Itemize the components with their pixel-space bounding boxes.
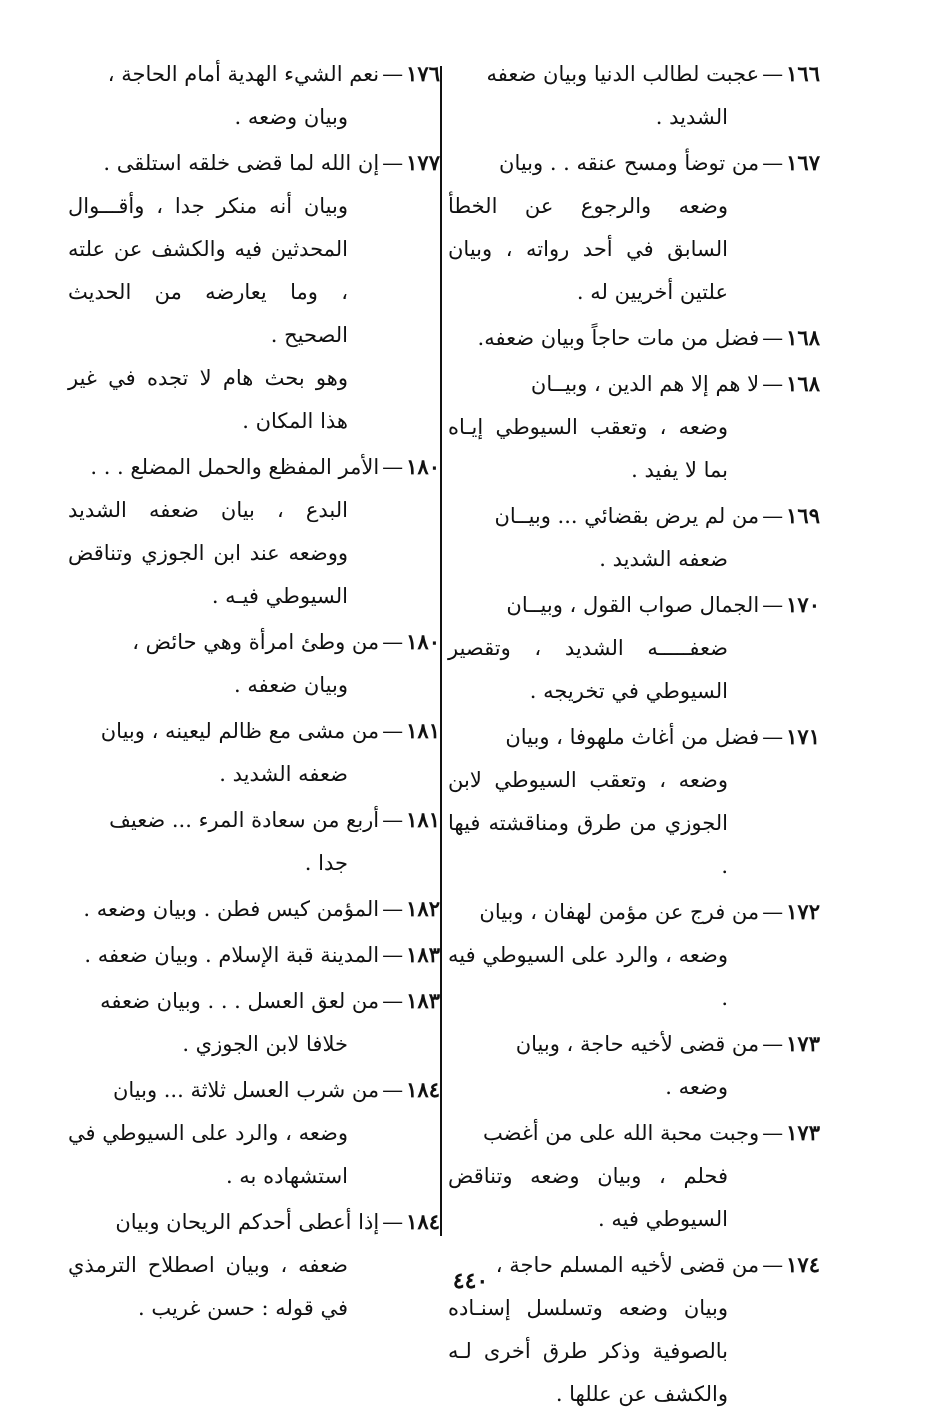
entry-title: من شرب العسل ثلاثة ... وبيان bbox=[112, 1078, 380, 1102]
entry-description: وبيان أنه منكر جدا ، وأقـــوال المحدثين فيه والكشف عن علته ، وما يعارضه من الحديث الصحيح . bbox=[68, 194, 348, 347]
entry-title: إذا أعطى أحدكم الريحان وبيان bbox=[115, 1210, 380, 1234]
index-entry: ١٧١—فضل من أغاث ملهوفا ، وبيان وضعه ، وتعقب السيوطي لابن الجوزي من طرق ومناقشته فيها . bbox=[448, 715, 820, 888]
entry-description: فحلم ، وبيان وضعه وتناقض السيوطي فيه . bbox=[448, 1164, 728, 1231]
entry-description: خلافا لابن الجوزي . bbox=[182, 1032, 348, 1056]
index-entry: ١٧٢—من فرج عن مؤمن لهفان ، وبيان وضعه ، والرد على السيوطي فيه . bbox=[448, 890, 820, 1020]
column-divider bbox=[440, 66, 442, 1236]
entry-title: من وطئ امرأة وهي حائض ، bbox=[132, 630, 380, 654]
entry-number: ١٨١ bbox=[406, 718, 440, 743]
entry-number: ١٦٦ bbox=[786, 61, 820, 86]
entry-title: فضل من مات حاجاً وبيان ضعفه. bbox=[477, 326, 760, 350]
entry-number: ١٧٧ bbox=[406, 150, 440, 175]
index-entry: ١٨٤—إذا أعطى أحدكم الريحان وبيان ضعفه ، وبيان اصطلاح الترمذي في قوله : حسن غريب . bbox=[68, 1200, 440, 1330]
index-entry: ١٨٣—من لعق العسل . . . وبيان ضعفه خلافا لابن الجوزي . bbox=[68, 979, 440, 1066]
entry-description: البدع ، بيان ضعفه الشديد ووضعه عند ابن الجوزي وتناقض السيوطي فيـه . bbox=[68, 498, 348, 608]
entry-title: وجبت محبة الله على من أغضب bbox=[482, 1121, 760, 1145]
index-entry: ١٧٣—من قضى لأخيه حاجة ، وبيان وضعه . bbox=[448, 1022, 820, 1109]
entry-number: ١٧١ bbox=[786, 724, 820, 749]
entry-title: الجمال صواب القول ، وبيــان bbox=[506, 593, 760, 617]
entry-title: الأمر المفظع والحمل المضلع . . . bbox=[90, 455, 380, 479]
index-entry: ١٨٠—من وطئ امرأة وهي حائض ، وبيان ضعفه . bbox=[68, 620, 440, 707]
index-entry: ١٨١—من مشى مع ظالم ليعينه ، وبيان ضعفه الشديد . bbox=[68, 709, 440, 796]
index-entry: ١٧٧—إن الله لما قضى خلقه استلقى . وبيان أنه منكر جدا ، وأقـــوال المحدثين فيه والكشف عن علته ، وما يعارضه من الحديث الصحيح . وهو بحث هام لا تجده في غير هذا المكان . bbox=[68, 141, 440, 443]
entry-description: وضعه ، والرد على السيوطي فيه . bbox=[448, 943, 728, 1010]
entry-number: ١٧٣ bbox=[786, 1031, 820, 1056]
index-column-left bbox=[68, 52, 440, 1332]
index-entry: ١٦٦—عجبت لطالب الدنيا وبيان ضعفه الشديد . bbox=[448, 52, 820, 139]
entry-number: ١٨٣ bbox=[406, 942, 440, 967]
entry-description: وضعه . bbox=[665, 1075, 728, 1099]
entry-title: من قضى لأخيه المسلم حاجة ، bbox=[495, 1253, 760, 1277]
entry-description: ضعفه الشديد . bbox=[219, 762, 348, 786]
entry-number: ١٧٤ bbox=[786, 1252, 820, 1277]
index-entry: ١٧٦—نعم الشيء الهدية أمام الحاجة ، وبيان وضعه . bbox=[68, 52, 440, 139]
entry-title: المدينة قبة الإسلام . وبيان ضعفه . bbox=[84, 943, 380, 967]
index-entry: ١٨٣—المدينة قبة الإسلام . وبيان ضعفه . bbox=[84, 942, 440, 967]
entry-title: نعم الشيء الهدية أمام الحاجة ، bbox=[107, 62, 380, 86]
entry-number: ١٨١ bbox=[406, 807, 440, 832]
entry-description: وبيان وضعه وتسلسل إسنـاده بالصوفية وذكر طرق أخرى لـه والكشف عن عللها . bbox=[448, 1296, 728, 1406]
entry-title: من فرج عن مؤمن لهفان ، وبيان bbox=[479, 900, 760, 924]
index-entry: ١٧٠—الجمال صواب القول ، وبيــان ضعفـــــه الشديد ، وتقصير السيوطي في تخريجه . bbox=[448, 583, 820, 713]
entry-description: وضعه ، وتعقب السيوطي إيـاه بما لا يفيد . bbox=[448, 415, 728, 482]
index-column-right bbox=[448, 52, 820, 1418]
entry-note: وهو بحث هام لا تجده في غير هذا المكان . bbox=[68, 366, 348, 433]
index-entry: ١٦٧—من توضأ ومسح عنقه . . وبيان وضعه والرجوع عن الخطأ السابق في أحد رواته ، وبيان علتين أخريين له . bbox=[448, 141, 820, 314]
entry-number: ١٦٨ bbox=[786, 325, 820, 350]
entry-number: ١٦٩ bbox=[786, 503, 820, 528]
entry-title: عجبت لطالب الدنيا وبيان ضعفه bbox=[486, 62, 760, 86]
entry-description: جدا . bbox=[304, 851, 348, 875]
entry-title: من لم يرض بقضائي ... وبيــان bbox=[494, 504, 760, 528]
index-entry: ١٨٢—المؤمن كيس فطن . وبيان وضعه . bbox=[83, 896, 440, 921]
entry-description: وضعه ، والرد على السيوطي في استشهاده به . bbox=[68, 1121, 348, 1188]
entry-description: ضعفه ، وبيان اصطلاح الترمذي في قوله : حسن غريب . bbox=[68, 1253, 348, 1320]
entry-description: وبيان وضعه . bbox=[234, 105, 348, 129]
entry-title: إن الله لما قضى خلقه استلقى . bbox=[103, 151, 380, 175]
entry-number: ١٧٠ bbox=[786, 592, 820, 617]
entry-title: من لعق العسل . . . وبيان ضعفه bbox=[100, 989, 380, 1013]
entry-number: ١٨٣ bbox=[406, 988, 440, 1013]
entry-number: ١٦٧ bbox=[786, 150, 820, 175]
index-entry: ١٦٨—فضل من مات حاجاً وبيان ضعفه. bbox=[477, 325, 820, 350]
entry-number: ١٨٢ bbox=[406, 896, 440, 921]
index-entry: ١٧٣—وجبت محبة الله على من أغضب فحلم ، وبيان وضعه وتناقض السيوطي فيه . bbox=[448, 1111, 820, 1241]
entry-description: وضعه والرجوع عن الخطأ السابق في أحد رواته ، وبيان علتين أخريين له . bbox=[448, 194, 728, 304]
index-entry: ١٦٨—لا هم إلا هم الدين ، وبيــان وضعه ، وتعقب السيوطي إيـاه بما لا يفيد . bbox=[448, 362, 820, 492]
entry-description: ضعفه الشديد . bbox=[599, 547, 728, 571]
index-entry: ١٧٤—من قضى لأخيه المسلم حاجة ، وبيان وضعه وتسلسل إسنـاده بالصوفية وذكر طرق أخرى لـه والكشف عن عللها . bbox=[448, 1243, 820, 1416]
entry-number: ١٨٤ bbox=[406, 1209, 440, 1234]
entry-title: من مشى مع ظالم ليعينه ، وبيان bbox=[100, 719, 380, 743]
entry-number: ١٧٣ bbox=[786, 1120, 820, 1145]
entry-description: وضعه ، وتعقب السيوطي لابن الجوزي من طرق ومناقشته فيها . bbox=[448, 768, 728, 878]
entry-title: من قضى لأخيه حاجة ، وبيان bbox=[515, 1032, 760, 1056]
entry-number: ١٨٠ bbox=[406, 629, 440, 654]
entry-title: المؤمن كيس فطن . وبيان وضعه . bbox=[83, 897, 380, 921]
entry-title: أربع من سعادة المرء ... ضعيف bbox=[109, 808, 380, 832]
entry-description: وبيان ضعفه . bbox=[233, 673, 348, 697]
entry-title: من توضأ ومسح عنقه . . وبيان bbox=[499, 151, 760, 175]
index-entry: ١٨١—أربع من سعادة المرء ... ضعيف جدا . bbox=[68, 798, 440, 885]
entry-title: لا هم إلا هم الدين ، وبيــان bbox=[530, 372, 760, 396]
index-entry: ١٦٩—من لم يرض بقضائي ... وبيــان ضعفه الشديد . bbox=[448, 494, 820, 581]
entry-title: فضل من أغاث ملهوفا ، وبيان bbox=[505, 725, 760, 749]
entry-number: ١٧٢ bbox=[786, 899, 820, 924]
entry-description: ضعفـــــه الشديد ، وتقصير السيوطي في تخريجه . bbox=[448, 636, 728, 703]
index-entry: ١٨٤—من شرب العسل ثلاثة ... وبيان وضعه ، والرد على السيوطي في استشهاده به . bbox=[68, 1068, 440, 1198]
entry-number: ١٨٤ bbox=[406, 1077, 440, 1102]
entry-number: ١٨٠ bbox=[406, 454, 440, 479]
page-number: ٤٤٠ bbox=[452, 1268, 489, 1294]
entry-number: ١٧٦ bbox=[406, 61, 440, 86]
entry-number: ١٦٨ bbox=[786, 371, 820, 396]
index-entry: ١٨٠—الأمر المفظع والحمل المضلع . . . البدع ، بيان ضعفه الشديد ووضعه عند ابن الجوزي وتناقض السيوطي فيـه . bbox=[68, 445, 440, 618]
entry-description: الشديد . bbox=[655, 105, 728, 129]
